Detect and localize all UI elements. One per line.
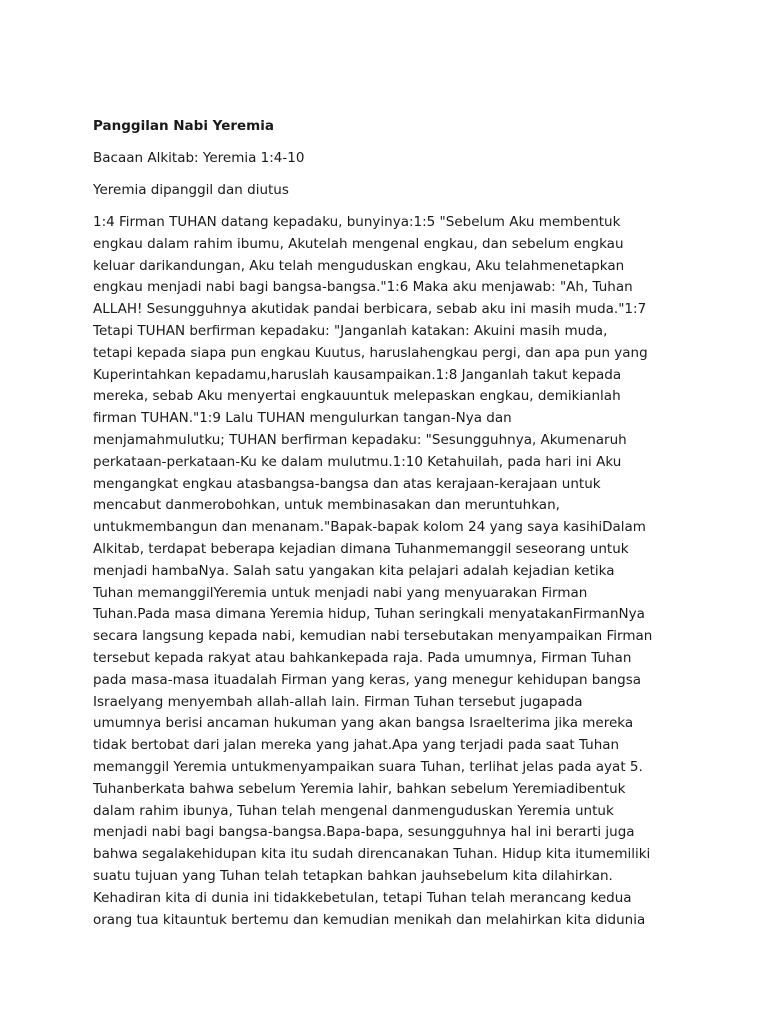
- body-line: mencabut danmerobohkan, untuk membinasakan dan meruntuhkan,: [93, 497, 560, 514]
- body-line: memanggil Yeremia untukmenyampaikan suara Tuhan, terlihat jelas pada ayat 5.: [93, 758, 643, 775]
- body-line: tidak bertobat dari jalan mereka yang jahat.Apa yang terjadi pada saat Tuhan: [93, 737, 620, 754]
- body-line: menjadi nabi bagi bangsa-bangsa.Bapa-bapa, sesungguhnya hal ini berarti juga: [93, 824, 635, 841]
- document-title: Panggilan Nabi Yeremia: [93, 118, 274, 134]
- body-line: engkau dalam rahim ibumu, Akutelah mengenal engkau, dan sebelum engkau: [93, 235, 624, 252]
- body-line: bahwa segalakehidupan kita itu sudah direncanakan Tuhan. Hidup kita itumemiliki: [93, 846, 651, 863]
- body-line: tersebut kepada rakyat atau bahkankepada raja. Pada umumnya, Firman Tuhan: [93, 649, 632, 666]
- body-line: dalam rahim ibunya, Tuhan telah mengenal danmenguduskan Yeremia untuk: [93, 802, 614, 819]
- body-line: menjamahmulutku; TUHAN berfirman kepadaku: "Sesungguhnya, Akumenaruh: [93, 431, 627, 448]
- body-line: Tuhan memanggilYeremia untuk menjadi nabi yang menyuarakan Firman: [93, 584, 588, 601]
- body-line: ALLAH! Sesungguhnya akutidak pandai berbicara, sebab aku ini masih muda."1:7: [93, 301, 647, 318]
- body-line: orang tua kitauntuk bertemu dan kemudian menikah dan melahirkan kita didunia: [93, 911, 646, 928]
- body-line: pada masa-masa ituadalah Firman yang keras, yang menegur kehidupan bangsa: [93, 671, 642, 688]
- body-line: Kuperintahkan kepadamu,haruslah kausampaikan.1:8 Janganlah takut kepada: [93, 366, 622, 383]
- body-line: mengangkat engkau atasbangsa-bangsa dan atas kerajaan-kerajaan untuk: [93, 475, 601, 492]
- body-line: Tuhanberkata bahwa sebelum Yeremia lahir, bahkan sebelum Yeremiadibentuk: [93, 780, 626, 797]
- body-line: firman TUHAN."1:9 Lalu TUHAN mengulurkan tangan-Nya dan: [93, 410, 512, 427]
- body-line: Israelyang menyembah allah-allah lain. Firman Tuhan tersebut jugapada: [93, 693, 583, 710]
- body-line: suatu tujuan yang Tuhan telah tetapkan bahkan jauhsebelum kita dilahirkan.: [93, 867, 613, 884]
- body-line: umumnya berisi ancaman hukuman yang akan bangsa Israelterima jika mereka: [93, 715, 634, 732]
- body-line: Alkitab, terdapat beberapa kejadian dimana Tuhanmemanggil seseorang untuk: [93, 540, 629, 557]
- body-line: perkataan-perkataan-Ku ke dalam mulutmu.1:10 Ketahuilah, pada hari ini Aku: [93, 453, 622, 470]
- body-line: Tuhan.Pada masa dimana Yeremia hidup, Tuhan seringkali menyatakanFirmanNya: [93, 606, 645, 623]
- document-page: [93, 116, 671, 931]
- bible-reading: Bacaan Alkitab: Yeremia 1:4-10: [93, 150, 305, 166]
- body-line: mereka, sebab Aku menyertai engkauuntuk melepaskan engkau, demikianlah: [93, 388, 621, 405]
- document-subtitle: Yeremia dipanggil dan diutus: [93, 182, 289, 198]
- body-line: 1:4 Firman TUHAN datang kepadaku, bunyinya:1:5 "Sebelum Aku membentuk: [93, 214, 621, 230]
- body-line: tetapi kepada siapa pun engkau Kuutus, haruslahengkau pergi, dan apa pun yang: [93, 344, 648, 361]
- body-line: secara langsung kepada nabi, kemudian nabi tersebutakan menyampaikan Firman: [93, 628, 653, 645]
- body-line: engkau menjadi nabi bagi bangsa-bangsa."1:6 Maka aku menjawab: "Ah, Tuhan: [93, 279, 633, 296]
- body-line: untukmembangun dan menanam."Bapak-bapak kolom 24 yang saya kasihiDalam: [93, 519, 646, 536]
- body-line: menjadi hambaNya. Salah satu yangakan kita pelajari adalah kejadian ketika: [93, 562, 615, 579]
- body-line: keluar darikandungan, Aku telah menguduskan engkau, Aku telahmenetapkan: [93, 257, 625, 274]
- body-line: Kehadiran kita di dunia ini tidakkebetulan, tetapi Tuhan telah merancang kedua: [93, 889, 632, 906]
- body-paragraph: [93, 212, 671, 931]
- body-line: Tetapi TUHAN berfirman kepadaku: "Janganlah katakan: Akuini masih muda,: [93, 322, 608, 339]
